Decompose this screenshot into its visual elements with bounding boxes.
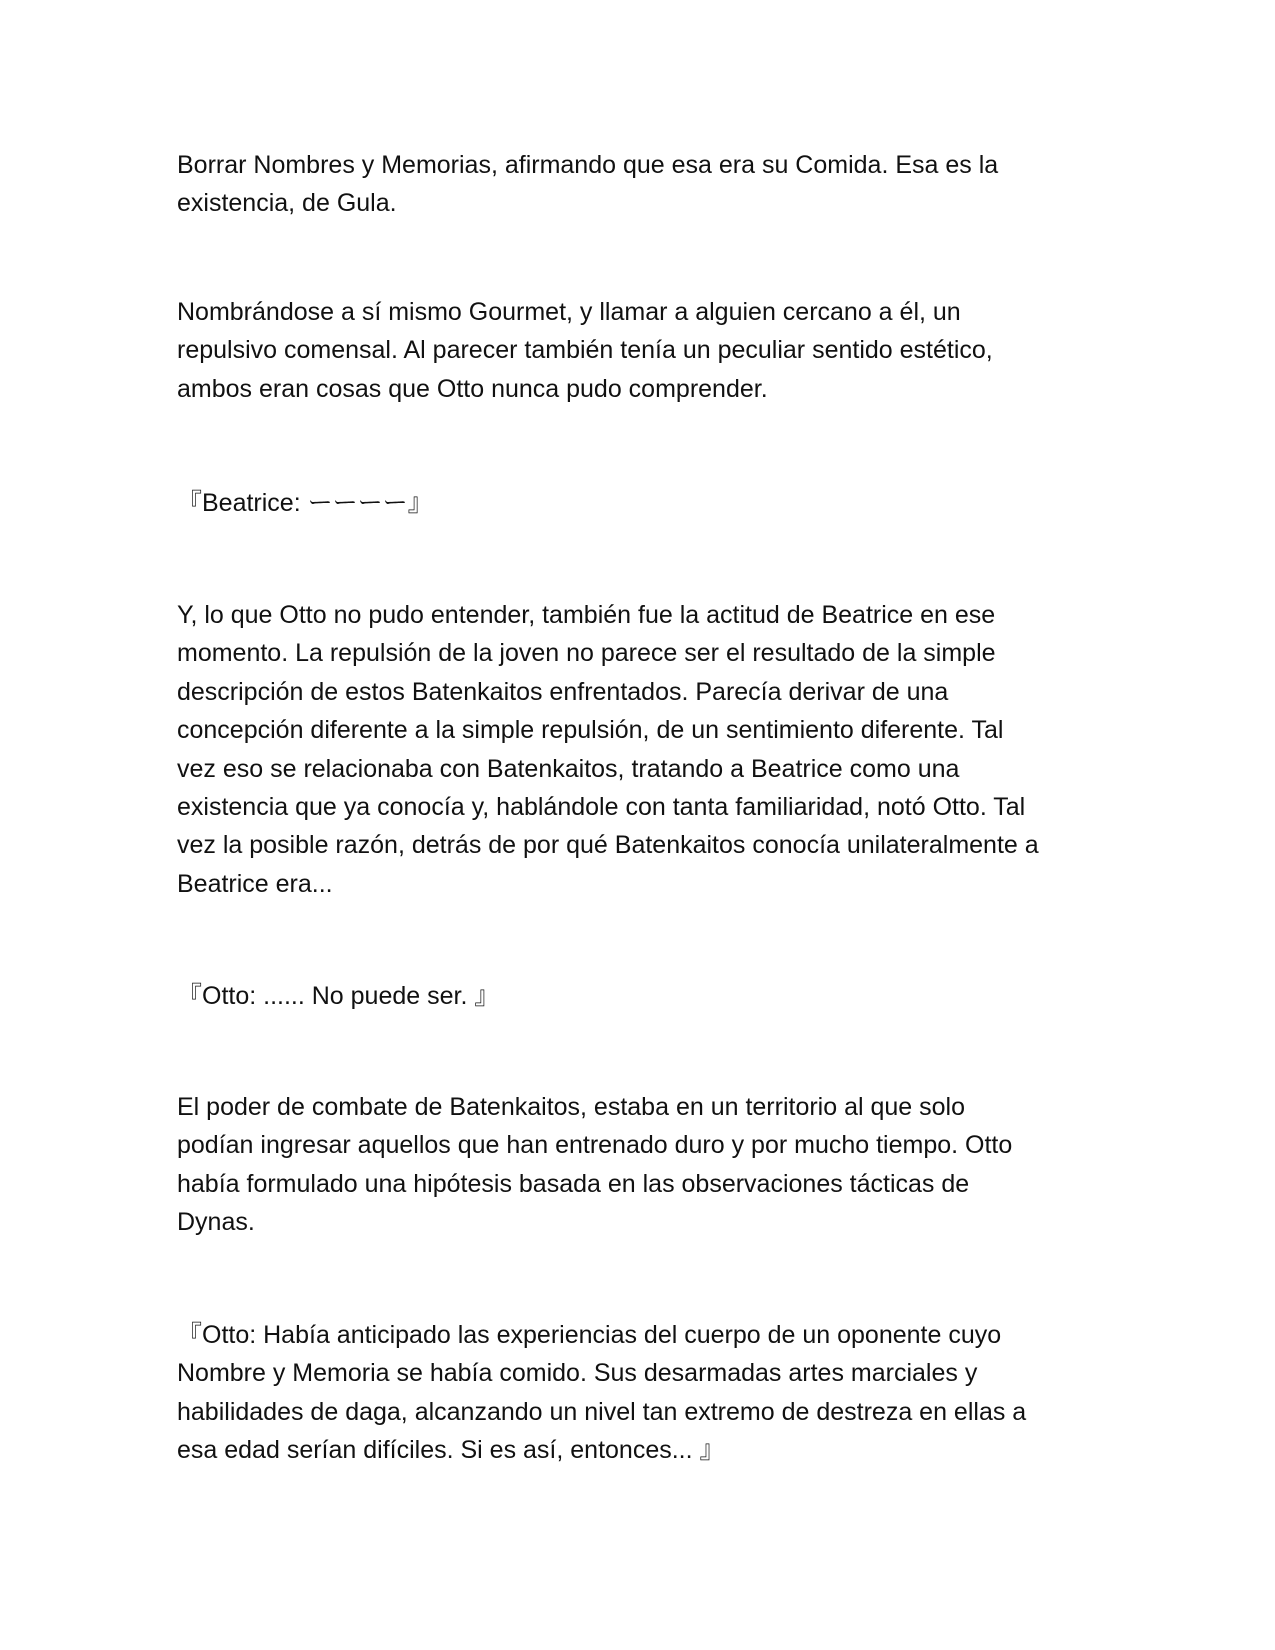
text-line: podían ingresar aquellos que han entrenado duro y por mucho tiempo. Otto	[177, 1131, 1013, 1160]
text-line: Borrar Nombres y Memorias, afirmando que esa era su Comida. Esa es la	[177, 151, 999, 179]
text-line: Y, lo que Otto no pudo entender, también fue la actitud de Beatrice en ese	[177, 601, 996, 629]
text-line: repulsivo comensal. Al parecer también tenía un peculiar sentido estético,	[177, 336, 993, 365]
text-line: momento. La repulsión de la joven no parece ser el resultado de la simple	[177, 639, 996, 668]
text-line: esa edad serían difíciles. Si es así, entonces... 』	[177, 1436, 725, 1465]
paragraph-gula-existence	[177, 146, 1107, 223]
text-line: descripción de estos Batenkaitos enfrentados. Parecía derivar de una	[177, 677, 949, 706]
text-line: 『Otto: Había anticipado las experiencias del cuerpo de un oponente cuyo	[177, 1321, 1002, 1349]
paragraph-beatrice-attitude	[177, 596, 1107, 903]
text-line: El poder de combate de Batenkaitos, estaba en un territorio al que solo	[177, 1093, 966, 1121]
text-line: 『Beatrice: ーーーー』	[177, 489, 433, 517]
text-line: Nombrándose a sí mismo Gourmet, y llamar a alguien cercano a él, un	[177, 298, 961, 326]
text-line: había formulado una hipótesis basada en las observaciones tácticas de	[177, 1169, 970, 1198]
text-line: ambos eran cosas que Otto nunca pudo comprender.	[177, 374, 768, 403]
paragraph-gourmet	[177, 293, 1107, 408]
dialogue-otto-no-puede-ser	[177, 977, 1107, 1015]
text-line: Beatrice era...	[177, 869, 333, 898]
text-line: Nombre y Memoria se había comido. Sus desarmadas artes marciales y	[177, 1359, 978, 1388]
text-line: vez eso se relacionaba con Batenkaitos, tratando a Beatrice como una	[177, 754, 960, 783]
text-line: existencia que ya conocía y, hablándole con tanta familiaridad, notó Otto. Tal	[177, 793, 1026, 822]
text-line: habilidades de daga, alcanzando un nivel tan extremo de destreza en ellas a	[177, 1397, 1027, 1426]
dialogue-otto-anticipation	[177, 1316, 1107, 1470]
dialogue-beatrice	[177, 484, 1107, 522]
text-line: existencia, de Gula.	[177, 189, 397, 218]
text-line: concepción diferente a la simple repulsión, de un sentimiento diferente. Tal	[177, 716, 1004, 745]
text-line: vez la posible razón, detrás de por qué Batenkaitos conocía unilateralmente a	[177, 831, 1039, 860]
text-line: 『Otto: ...... No puede ser. 』	[177, 982, 500, 1010]
text-line: Dynas.	[177, 1208, 255, 1237]
paragraph-combat-power	[177, 1088, 1107, 1242]
